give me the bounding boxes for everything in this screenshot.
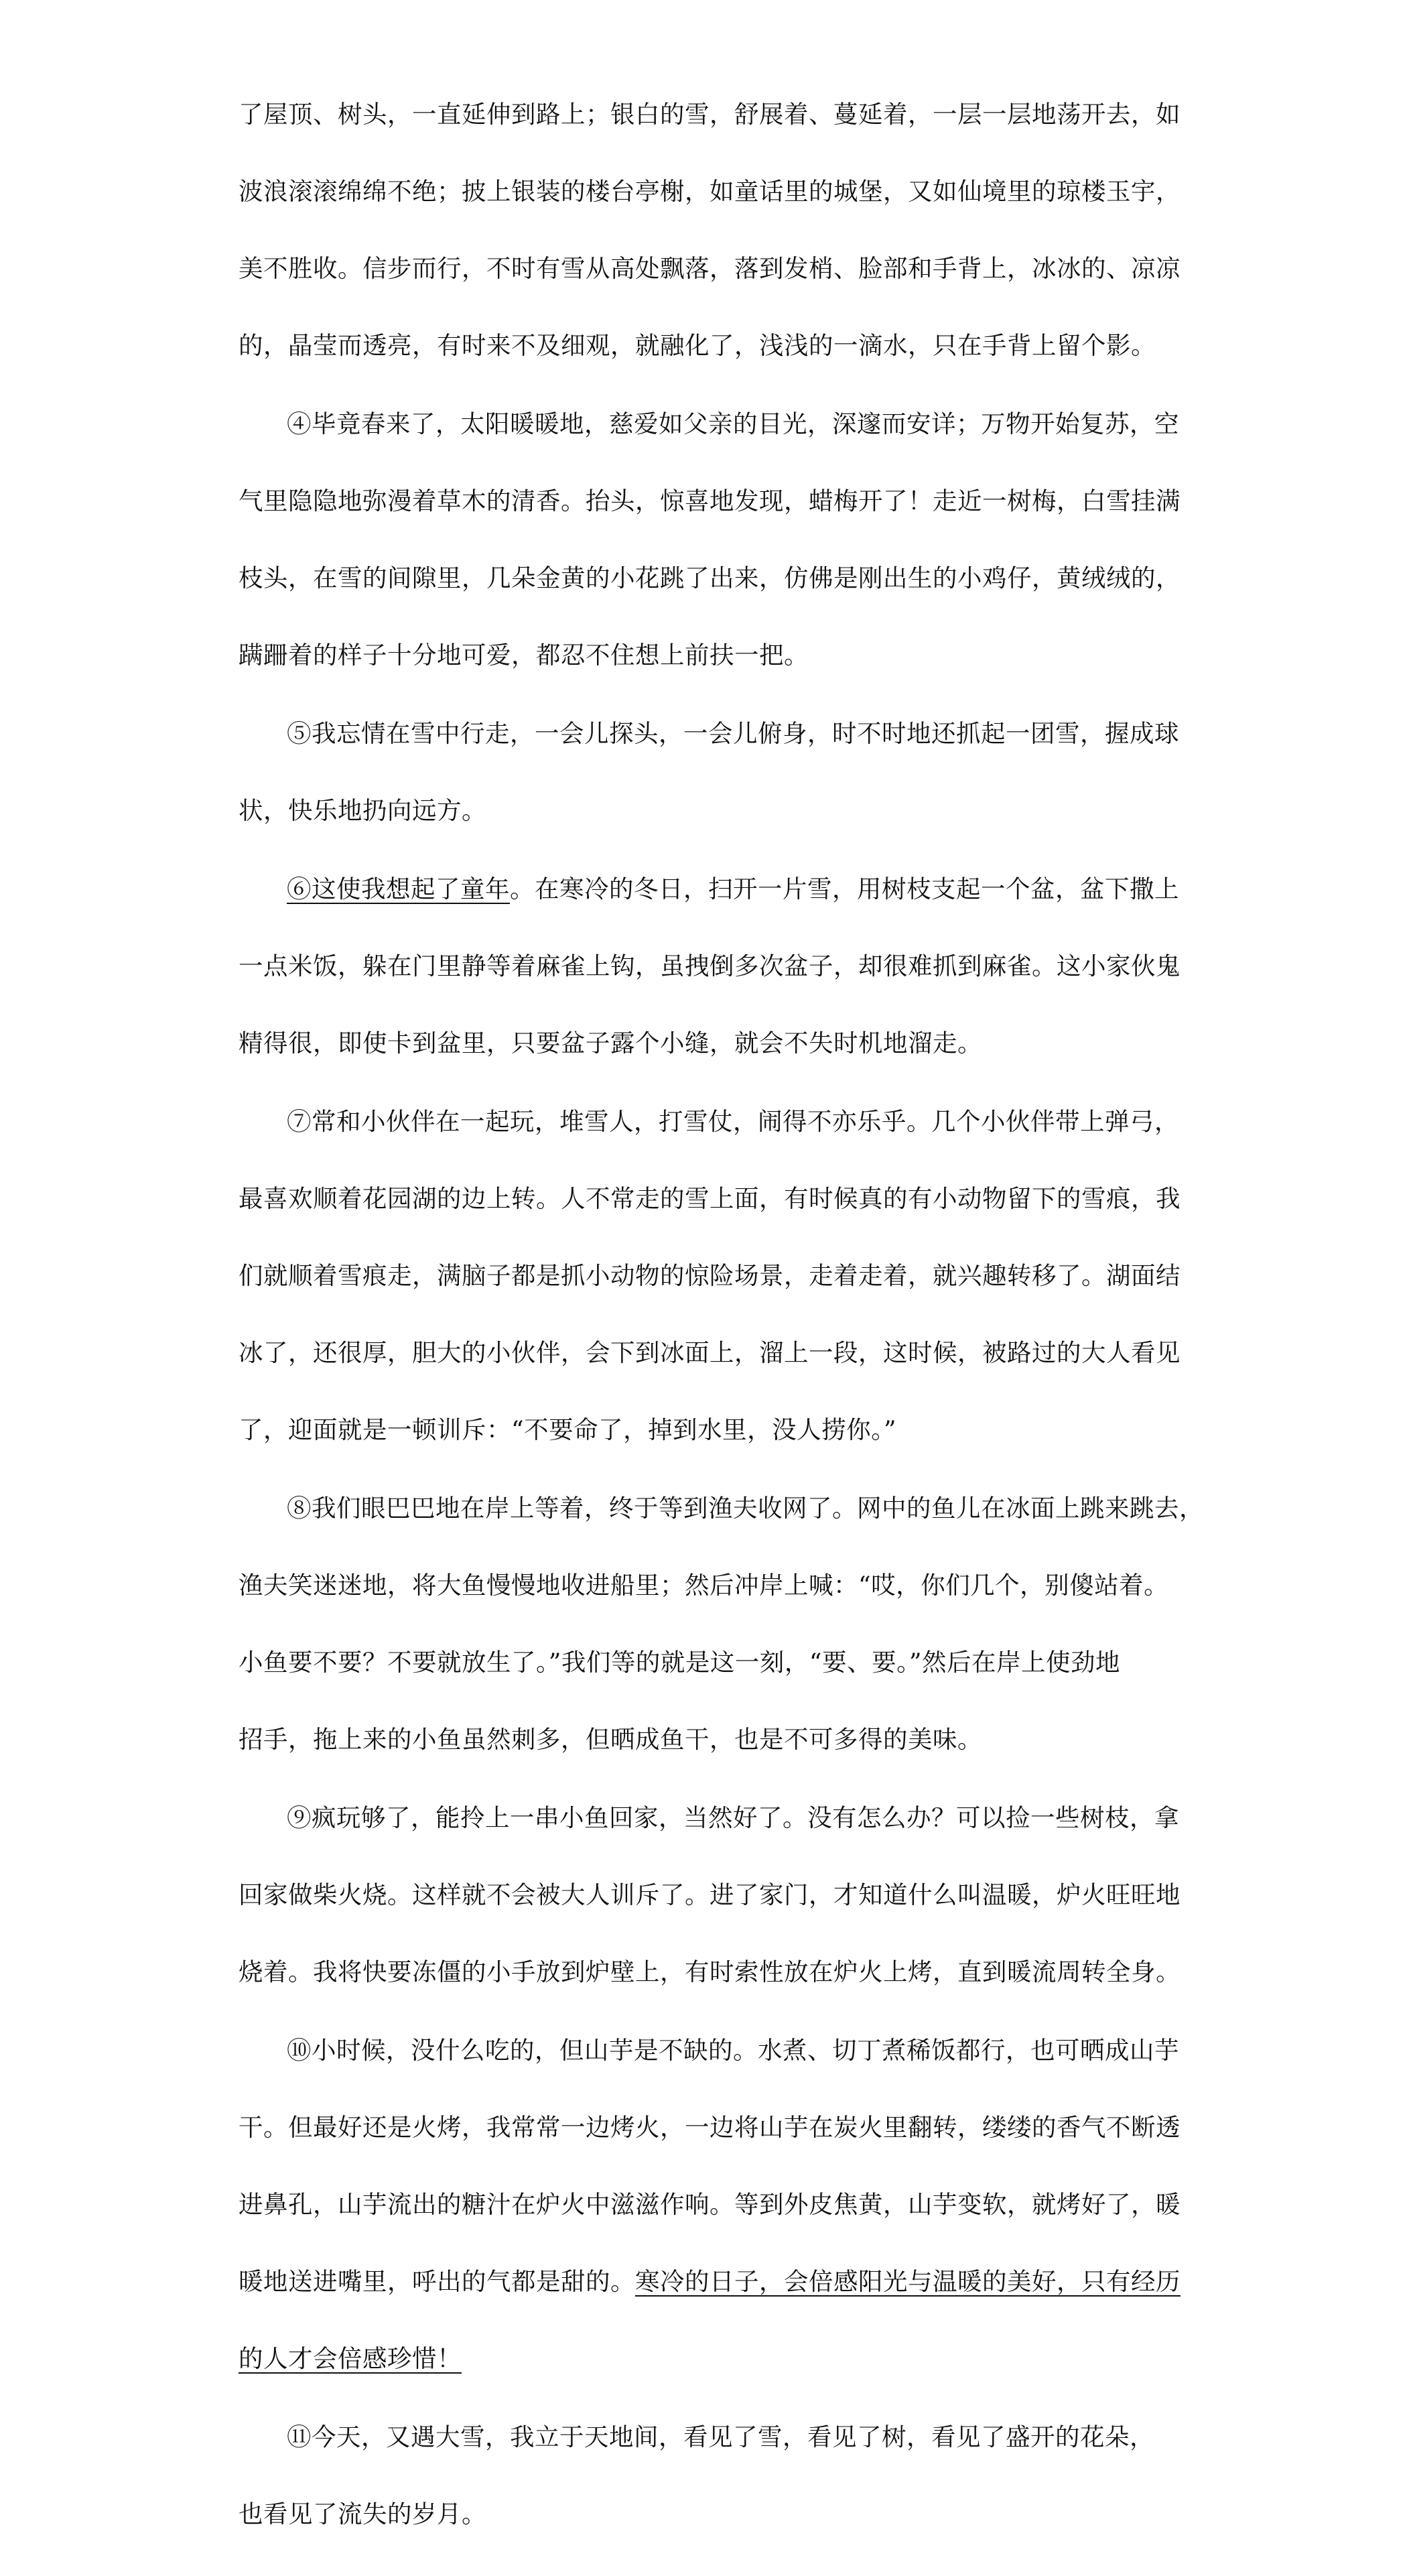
paragraph-6-line-2: 一点米饭，躲在门里静等着麻雀上钩，虽拽倒多次盆子，却很难抓到麻雀。这小家伙鬼	[239, 952, 1181, 980]
paragraph-9-line-2: 回家做柴火烧。这样就不会被大人训斥了。进了家门，才知道什么叫温暖，炉火旺旺地	[239, 1880, 1181, 1909]
paragraph-4-line-1: ④毕竟春来了，太阳暖暖地，慈爱如父亲的目光，深邃而安详；万物开始复苏，空	[287, 409, 1179, 438]
paragraph-3-line-1: 了屋顶、树头，一直延伸到路上；银白的雪，舒展着、蔓延着，一层一层地荡开去，如	[239, 100, 1181, 129]
paragraph-3-line-4: 的，晶莹而透亮，有时来不及细观，就融化了，浅浅的一滴水，只在手背上留个影。	[239, 331, 1156, 360]
paragraph-6-line-3: 精得很，即使卡到盆里，只要盆子露个小缝，就会不失时机地溜走。	[239, 1029, 982, 1057]
paragraph-11-line-1: ⑪今天，又遇大雪，我立于天地间，看见了雪，看见了树，看见了盛开的花朵，	[287, 2423, 1154, 2451]
paragraph-7-line-1: ⑦常和小伙伴在一起玩，堆雪人，打雪仗，闹得不亦乐乎。几个小伙伴带上弹弓，	[287, 1107, 1179, 1136]
paragraph-11-line-2: 也看见了流失的岁月。	[239, 2500, 486, 2528]
paragraph-4-line-2: 气里隐隐地弥漫着草木的清香。抬头，惊喜地发现，蜡梅开了！走近一树梅，白雪挂满	[239, 487, 1181, 515]
paragraph-3-line-2: 波浪滚滚绵绵不绝；披上银装的楼台亭榭，如童话里的城堡，又如仙境里的琼楼玉宇，	[239, 177, 1181, 206]
paragraph-6-underlined-phrase: 这使我想起了童年	[312, 875, 510, 903]
paragraph-10-line-3: 进鼻孔，山芋流出的糖汁在炉火中滋滋作响。等到外皮焦黄，山芋变软，就烤好了，暖	[239, 2190, 1181, 2219]
paragraph-10-line-4	[239, 2266, 1181, 2297]
paragraph-3-line-3: 美不胜收。信步而行，不时有雪从高处飘落，落到发梢、脸部和手背上，冰冰的、凉凉	[239, 254, 1181, 283]
paragraph-8-line-1: ⑧我们眼巴巴地在岸上等着，终于等到渔夫收网了。网中的鱼儿在冰面上跳来跳去，	[287, 1494, 1204, 1523]
article-text	[239, 99, 1204, 2576]
paragraph-9-line-1: ⑨疯玩够了，能拎上一串小鱼回家，当然好了。没有怎么办？可以捡一些树枝，拿	[287, 1803, 1179, 1832]
paragraph-10-underlined-sentence-part-1: 寒冷的日子，会倍感阳光与温暖的美好，只有经历	[635, 2267, 1181, 2296]
paragraph-8-line-2: 渔夫笑迷迷地，将大鱼慢慢地收进船里；然后冲岸上喊：“哎，你们几个，别傻站着。	[239, 1571, 1169, 1600]
paragraph-8-line-3: 小鱼要不要？不要就放生了。”我们等的就是这一刻，“要、要。”然后在岸上使劲地	[239, 1648, 1120, 1677]
paragraph-10-line-4-plain: 暖地送进嘴里，呼出的气都是甜的。	[239, 2267, 635, 2296]
paragraph-5-line-2: 状，快乐地扔向远方。	[239, 796, 486, 825]
paragraph-7-line-3: 们就顺着雪痕走，满脑子都是抓小动物的惊险场景，走着走着，就兴趣转移了。湖面结	[239, 1261, 1181, 1290]
paragraph-9-line-3: 烧着。我将快要冻僵的小手放到炉壁上，有时索性放在炉火上烤，直到暖流周转全身。	[239, 1957, 1181, 1986]
paragraph-4-line-3: 枝头，在雪的间隙里，几朵金黄的小花跳了出来，仿佛是刚出生的小鸡仔，黄绒绒的，	[239, 564, 1181, 592]
paragraph-10-line-5	[239, 2343, 1176, 2374]
paragraph-7-line-2: 最喜欢顺着花园湖的边上转。人不常走的雪上面，有时候真的有小动物留下的雪痕，我	[239, 1184, 1181, 1213]
paragraph-10-line-1: ⑩小时候，没什么吃的，但山芋是不缺的。水煮、切丁煮稀饭都行，也可晒成山芋	[287, 2036, 1179, 2065]
paragraph-7-line-4: 冰了，还很厚，胆大的小伙伴，会下到冰面上，溜上一段，这时候，被路过的大人看见	[239, 1338, 1181, 1367]
paragraph-8-line-4: 招手，拖上来的小鱼虽然刺多，但晒成鱼干，也是不可多得的美味。	[239, 1725, 982, 1754]
paragraph-7-line-5: 了，迎面就是一顿训斥：“不要命了，掉到水里，没人捞你。”	[239, 1415, 897, 1444]
paragraph-6-line-1	[239, 874, 1179, 904]
paragraph-4-line-4: 蹒跚着的样子十分地可爱，都忍不住想上前扶一把。	[239, 641, 809, 669]
paragraph-10-underlined-sentence-part-2: 的人才会倍感珍惜！	[239, 2344, 462, 2373]
paragraph-6-line-1-rest: 。在寒冷的冬日，扫开一片雪，用树枝支起一个盆，盆下撒上	[510, 875, 1179, 903]
paragraph-5-line-1: ⑤我忘情在雪中行走，一会儿探头，一会儿俯身，时不时地还抓起一团雪，握成球	[287, 719, 1179, 748]
paragraph-10-line-2: 干。但最好还是火烤，我常常一边烤火，一边将山芋在炭火里翻转，缕缕的香气不断透	[239, 2113, 1181, 2142]
paragraph-6-marker: ⑥	[287, 875, 312, 903]
